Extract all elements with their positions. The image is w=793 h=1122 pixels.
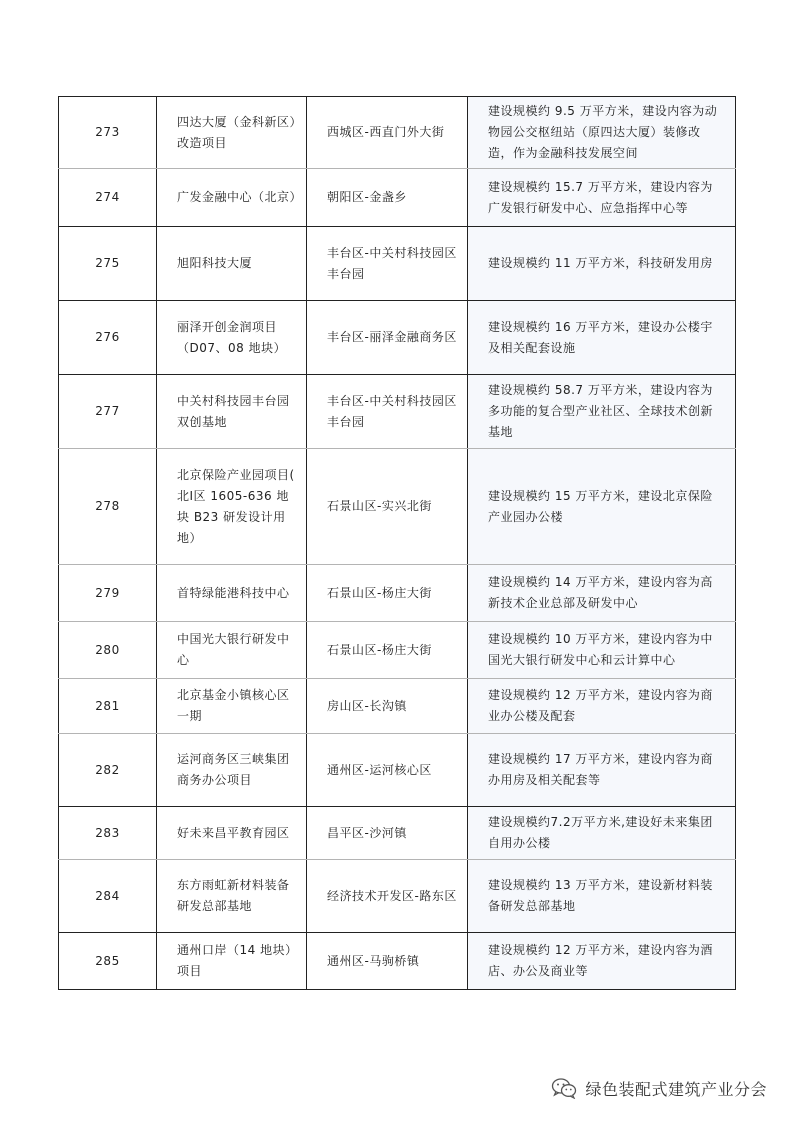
project-name: 北京保险产业园项目( 北I区 1605-636 地块 B23 研发设计用地） <box>157 449 307 565</box>
table-row <box>59 807 736 860</box>
project-name: 丽泽开创金润项目（D07、08 地块） <box>157 301 307 375</box>
project-description: 建设规模约 14 万平方米，建设内容为高新技术企业总部及研发中心 <box>468 565 736 622</box>
wechat-account-watermark <box>551 1074 767 1102</box>
wechat-icon <box>551 1077 577 1099</box>
project-name: 中关村科技园丰台园双创基地 <box>157 375 307 449</box>
row-number: 283 <box>59 807 157 860</box>
project-location: 西城区-西直门外大街 <box>307 97 468 169</box>
project-location: 房山区-长沟镇 <box>307 679 468 734</box>
table-row <box>59 301 736 375</box>
project-description: 建设规模约 16 万平方米，建设办公楼宇及相关配套设施 <box>468 301 736 375</box>
project-location: 朝阳区-金盏乡 <box>307 169 468 227</box>
project-name: 好未来昌平教育园区 <box>157 807 307 860</box>
project-name: 通州口岸（14 地块）项目 <box>157 933 307 990</box>
project-description: 建设规模约 12 万平方米，建设内容为酒店、办公及商业等 <box>468 933 736 990</box>
project-name: 东方雨虹新材料装备研发总部基地 <box>157 860 307 933</box>
table-row <box>59 97 736 169</box>
project-name: 旭阳科技大厦 <box>157 227 307 301</box>
project-name: 运河商务区三峡集团商务办公项目 <box>157 734 307 807</box>
row-number: 280 <box>59 622 157 679</box>
table-row <box>59 734 736 807</box>
project-description: 建设规模约 17 万平方米，建设内容为商办用房及相关配套等 <box>468 734 736 807</box>
table-row <box>59 375 736 449</box>
table-row <box>59 565 736 622</box>
row-number: 276 <box>59 301 157 375</box>
project-name: 北京基金小镇核心区一期 <box>157 679 307 734</box>
project-name: 中国光大银行研发中心 <box>157 622 307 679</box>
project-location: 丰台区-丽泽金融商务区 <box>307 301 468 375</box>
project-location: 丰台区-中关村科技园区丰台园 <box>307 227 468 301</box>
project-description: 建设规模约 12 万平方米，建设内容为商业办公楼及配套 <box>468 679 736 734</box>
table-row <box>59 679 736 734</box>
project-table <box>58 96 736 990</box>
account-name: 绿色装配式建筑产业分会 <box>585 1079 767 1099</box>
project-location: 石景山区-实兴北街 <box>307 449 468 565</box>
row-number: 284 <box>59 860 157 933</box>
table-row <box>59 227 736 301</box>
row-number: 278 <box>59 449 157 565</box>
project-location: 石景山区-杨庄大街 <box>307 565 468 622</box>
table-row <box>59 933 736 990</box>
table-row <box>59 860 736 933</box>
table-row <box>59 449 736 565</box>
project-name: 首特绿能港科技中心 <box>157 565 307 622</box>
row-number: 277 <box>59 375 157 449</box>
row-number: 279 <box>59 565 157 622</box>
project-location: 经济技术开发区-路东区 <box>307 860 468 933</box>
row-number: 282 <box>59 734 157 807</box>
project-location: 石景山区-杨庄大街 <box>307 622 468 679</box>
project-description: 建设规模约 15.7 万平方米，建设内容为广发银行研发中心、应急指挥中心等 <box>468 169 736 227</box>
project-name: 广发金融中心（北京） <box>157 169 307 227</box>
project-description: 建设规模约7.2万平方米,建设好未来集团自用办公楼 <box>468 807 736 860</box>
project-location: 通州区-运河核心区 <box>307 734 468 807</box>
row-number: 285 <box>59 933 157 990</box>
table-row <box>59 622 736 679</box>
project-location: 通州区-马驹桥镇 <box>307 933 468 990</box>
project-location: 丰台区-中关村科技园区丰台园 <box>307 375 468 449</box>
project-description: 建设规模约 58.7 万平方米，建设内容为多功能的复合型产业社区、全球技术创新基地 <box>468 375 736 449</box>
project-name: 四达大厦（金科新区）改造项目 <box>157 97 307 169</box>
project-description: 建设规模约 15 万平方米，建设北京保险产业园办公楼 <box>468 449 736 565</box>
row-number: 275 <box>59 227 157 301</box>
project-description: 建设规模约 13 万平方米，建设新材料装备研发总部基地 <box>468 860 736 933</box>
project-location: 昌平区-沙河镇 <box>307 807 468 860</box>
project-description: 建设规模约 9.5 万平方米，建设内容为动物园公交枢纽站（原四达大厦）装修改造，作为金融科技发展空间 <box>468 97 736 169</box>
project-description: 建设规模约 10 万平方米，建设内容为中国光大银行研发中心和云计算中心 <box>468 622 736 679</box>
row-number: 281 <box>59 679 157 734</box>
row-number: 274 <box>59 169 157 227</box>
table-row <box>59 169 736 227</box>
row-number: 273 <box>59 97 157 169</box>
project-description: 建设规模约 11 万平方米，科技研发用房 <box>468 227 736 301</box>
